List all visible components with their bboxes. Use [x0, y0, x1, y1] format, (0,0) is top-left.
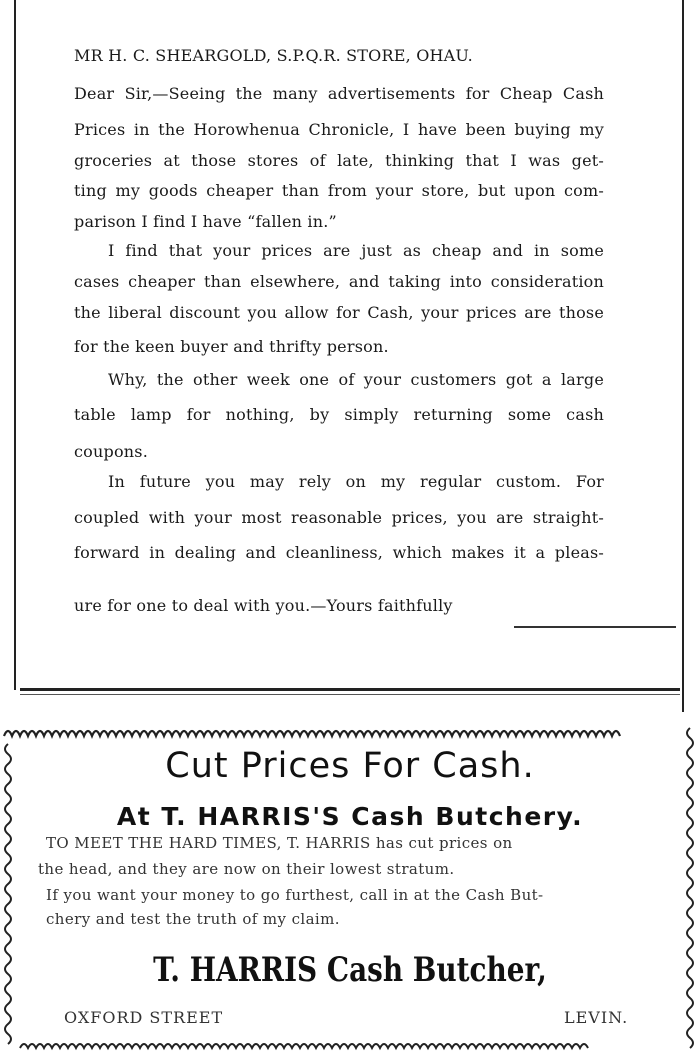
wavy-border-top	[0, 714, 700, 744]
butcher-subhead: At T. HARRIS'S Cash Butchery.	[116, 802, 584, 831]
letter-line: parison I find I have “fallen in.”	[74, 212, 337, 231]
letter-line: for the keen buyer and thrifty person.	[74, 337, 389, 356]
butcher-body-line: the head, and they are now on their lowest stratum.	[38, 860, 455, 878]
letter-paragraph-start: In future you may rely on my regular custom. For	[108, 472, 604, 491]
butcher-body-line: TO MEET THE HARD TIMES, T. HARRIS has cut prices on	[46, 834, 513, 852]
letter-line: coupled with your most reasonable prices, you are straight-	[74, 508, 604, 527]
right-border-rule	[682, 0, 684, 712]
letter-line: cases cheaper than elsewhere, and taking into consideration	[74, 272, 604, 291]
bottom-rule-thin	[20, 694, 680, 695]
letter-paragraph-start: Why, the other week one of your customers got a large	[108, 370, 604, 389]
butcher-advertisement	[0, 714, 700, 1052]
butcher-body-line: chery and test the truth of my claim.	[46, 910, 340, 928]
butcher-body-line: If you want your money to go furthest, call in at the Cash But-	[46, 886, 544, 904]
letter-line: forward in dealing and cleanliness, which makes it a pleas-	[74, 543, 604, 562]
wavy-border-bottom	[0, 1038, 700, 1052]
letter-closing-line: ure for one to deal with you.—Yours faithfully	[74, 596, 453, 615]
letter-paragraph-start: I find that your prices are just as cheap and in some	[108, 241, 604, 260]
letter-line: the liberal discount you allow for Cash, your prices are those	[74, 303, 604, 322]
letter-line: ting my goods cheaper than from your store, but upon com-	[74, 181, 604, 200]
letter-line: coupons.	[74, 442, 148, 461]
letter-line: Prices in the Horowhenua Chronicle, I have been buying my	[74, 120, 604, 139]
butcher-headline: Cut Prices For Cash.	[165, 746, 535, 786]
left-border-rule	[14, 0, 16, 690]
street-address: OXFORD STREET	[64, 1008, 224, 1027]
butcher-name-line: T. HARRIS Cash Butcher,	[153, 950, 547, 990]
letter-line: Dear Sir,—Seeing the many advertisements for Cheap Cash	[74, 84, 604, 103]
testimonial-advertisement	[8, 0, 684, 712]
wavy-border-left	[0, 740, 16, 1052]
letter-address-line: MR H. C. SHEARGOLD, S.P.Q.R. STORE, OHAU.	[74, 46, 473, 65]
letter-line: table lamp for nothing, by simply returning some cash	[74, 405, 604, 424]
town-name: LEVIN.	[564, 1008, 629, 1027]
bottom-rule	[20, 688, 680, 691]
signature-rule	[514, 626, 676, 628]
letter-line: groceries at those stores of late, thinking that I was get-	[74, 151, 604, 170]
